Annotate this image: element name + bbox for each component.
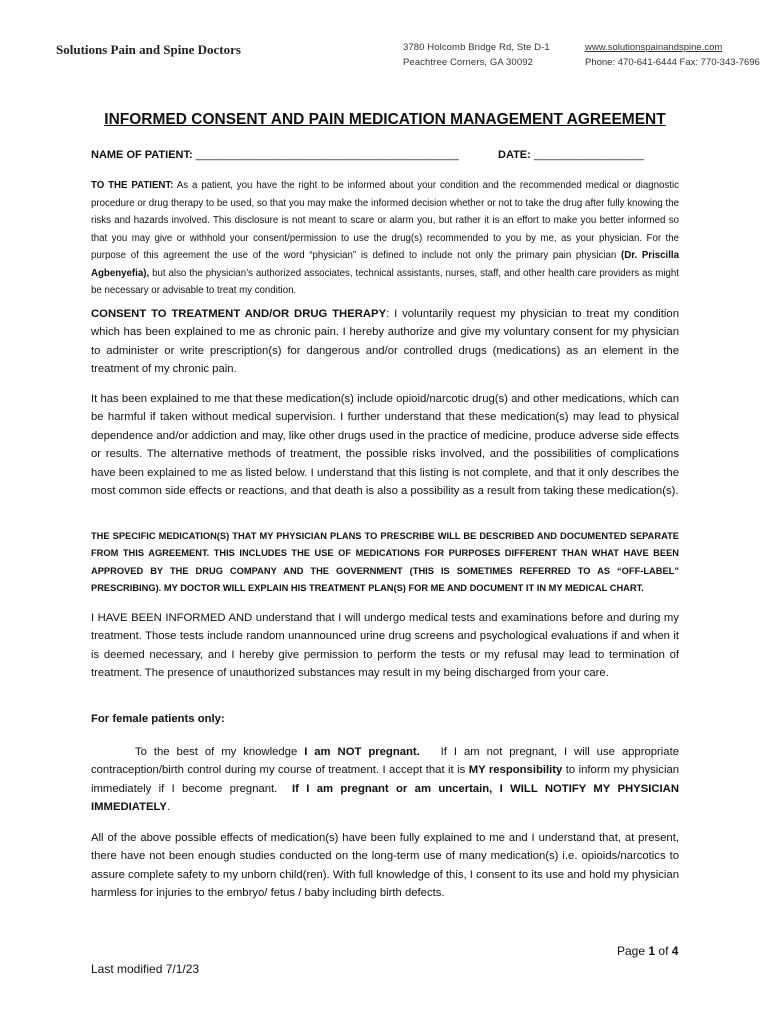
practice-contact [585,40,760,70]
patient-name-label: NAME OF PATIENT: [91,149,193,161]
date-blank[interactable]: __________________ [533,149,644,161]
phone-fax: Phone: 470-641-6444 Fax: 770-343-7696 [585,57,760,68]
to-patient-paragraph [91,177,679,300]
page-number [617,944,678,958]
female-text-1: To the best of my knowledge [135,746,298,758]
explained-paragraph: It has been explained to me that these medication(s) include opioid/narcotic drug(s) and other medications, which can be harmful if taken without medical supervision. I further understand that these medication(s) may lead to physical dependence and/or addiction and may, like other drugs used in the practice of medicine, produce adverse side effects or results. The alternative methods of treatment, the possible risks involved, and the possibilities of complications have been explained to me as listed below. I understand that this listing is not complete, and that it only describes the most common side effects or reactions, and that death is also a possibility as a result from taking these medication(s). [91,393,679,498]
physician-name: (Dr. Priscilla Agbenyefia), [91,250,679,279]
practice-address [403,40,550,70]
address-line-1: 3780 Holcomb Bridge Rd, Ste D-1 [403,42,550,53]
last-modified: Last modified 7/1/23 [91,962,200,976]
to-patient-text-2: but also the physician’s authorized associates, technical assistants, nurses, staff, and other health care providers as might be necessary or advisable to treat my condition. [91,267,679,296]
website-link[interactable]: www.solutionspainandspine.com [585,42,723,53]
female-bold-2: MY responsibility [468,764,563,777]
female-bold-1: I am NOT pregnant. [304,746,420,758]
page-total: 4 [671,944,679,958]
female-patients-heading: For female patients only: [91,713,225,725]
specific-medications-paragraph: THE SPECIFIC MEDICATION(S) THAT MY PHYSICIAN PLANS TO PRESCRIBE WILL BE DESCRIBED AND DOCUMENTED SEPARATE FROM THIS AGREEMENT. THIS INCLUDES THE USE OF MEDICATIONS FOR PURPOSES DIFFERENT THAN WHAT HAVE BEEN APPROVED BY THE DRUG COMPANY AND THE GOVERNMENT (THIS IS SOMETIMES REFERRED TO AS “OFF-LABEL” PRESCRIBING). MY DOCTOR WILL EXPLAIN HIS TREATMENT PLAN(S) FOR ME AND DOCUMENT IT IN MY MEDICAL CHART. [91,531,679,593]
patient-name-field[interactable] [91,149,459,161]
female-bold-3: If I am pregnant or am uncertain, I WILL NOTIFY MY PHYSICIAN IMMEDIATELY [91,782,679,814]
document-title: INFORMED CONSENT AND PAIN MEDICATION MANAGEMENT AGREEMENT [104,111,666,128]
page-current: 1 [648,944,656,958]
date-field[interactable] [498,149,644,161]
female-text-2: If I am not pregnant, I will use appropriate contraception/birth control during my course of treatment. I accept that it is [91,746,679,777]
date-label: DATE: [498,149,531,161]
page-word: Page [617,944,646,958]
female-text-3: to inform my physician immediately if I become pregnant. [91,764,680,795]
to-patient-text-1: As a patient, you have the right to be informed about your condition and the recommended medical or diagnostic procedure or drug therapy to be used, so that you may make the informed decision whether or not to take the drug after fully knowing the risks and hazards involved. This disclosure is not meant to scare or alarm you, but rather it is an effort to make you better informed so that you may give or withhold your consent/permission to use the drug(s) recommended to you by me, as your physician. For the purpose of this agreement the use of the word “physician” is defined to include not only the primary pain physician [91,180,679,261]
address-line-2: Peachtree Corners, GA 30092 [403,57,533,68]
consent-label: CONSENT TO TREATMENT AND/OR DRUG THERAPY [91,308,387,320]
consent-text: : I voluntarily request my physician to treat my condition which has been explained to me as chronic pain. I hereby authorize and give my voluntary consent for my physician to administer or write prescription(s) for dangerous and/or controlled drugs (medications) as an element in the treatment of my chronic pain. [91,308,680,376]
all-above-paragraph: All of the above possible effects of medication(s) have been fully explained to me and I understand that, at present, there have not been enough studies conducted on the long-term use of many medication(s) i.e. opioids/narcotics to assure complete safety to my unborn child(ren). With full knowledge of this, I consent to its use and hold my physician harmless for injuries to the embryo/ fetus / baby including birth defects. [91,832,679,900]
of-word: of [658,944,669,958]
practice-name: Solutions Pain and Spine Doctors [56,42,241,57]
female-text-4: . [166,801,171,814]
female-patients-paragraph [91,743,679,817]
consent-paragraph [91,305,679,379]
patient-name-blank[interactable]: ___________________________________________ [195,149,459,161]
informed-paragraph: I HAVE BEEN INFORMED AND understand that I will undergo medical tests and examinations before and during my treatment. Those tests include random unannounced urine drug screens and psychological evaluations if and when it is deemed necessary, and I hereby give permission to perform the tests or my refusal may lead to termination of treatment. The presence of unauthorized substances may result in my being discharged from your care. [91,612,679,680]
to-patient-label: TO THE PATIENT: [91,180,174,191]
